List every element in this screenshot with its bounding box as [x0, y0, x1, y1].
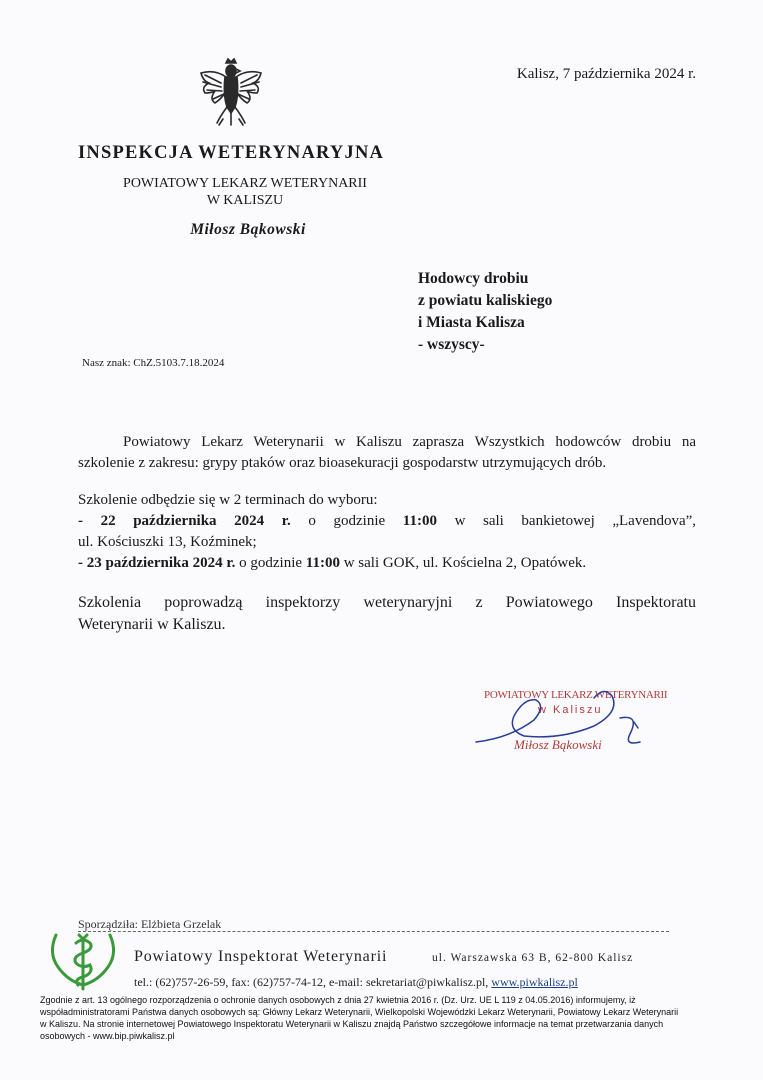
term-place: w sali GOK, ul. Kościelna 2, Opatówek.: [343, 555, 587, 571]
term-pre-time: o godzinie: [239, 555, 303, 571]
institution-name: INSPEKCJA WETERYNARYJNA: [78, 143, 385, 163]
contact-details: tel.: (62)757-26-59, fax: (62)757-74-12, e-mail: sekretariat@piwkalisz.pl,: [134, 975, 489, 989]
footer-divider: [78, 931, 669, 932]
website-link[interactable]: www.piwkalisz.pl: [491, 975, 578, 989]
footer-contact: [134, 975, 578, 990]
office-city: W KALISZU: [206, 193, 284, 208]
trainers-paragraph: [78, 592, 696, 636]
paragraph-line: Weterynarii w Kaliszu.: [78, 616, 226, 633]
term-date: 22 października 2024 r.: [100, 513, 291, 529]
letter-date: Kalisz, 7 października 2024 r.: [516, 66, 696, 82]
official-stamp-signature: [470, 676, 670, 758]
term-date: 23 października 2024 r.: [86, 555, 236, 571]
veterinary-emblem-icon: [46, 931, 120, 993]
stamp-line-2: w Kaliszu: [538, 704, 603, 716]
footer-org-name: Powiatowy Inspektorat Weterynarii: [134, 948, 388, 965]
footer-address: ul. Warszawska 63 B, 62-800 Kalisz: [432, 952, 634, 964]
addressee-line: Hodowcy drobiu: [418, 270, 529, 287]
paragraph-line: Szkolenia poprowadzą inspektorzy weterynaryjni z Powiatowego Inspektoratu: [78, 594, 696, 611]
schedule-block: [78, 490, 696, 574]
term-dash: -: [78, 555, 83, 571]
addressee-line: - wszyscy-: [418, 336, 485, 353]
term-time: 11:00: [305, 555, 340, 571]
stamp-line-1: POWIATOWY LEKARZ WETERYNARII: [484, 689, 668, 701]
term-time: 11:00: [402, 513, 437, 529]
reference-number: Nasz znak: ChZ.5103.7.18.2024: [82, 357, 225, 369]
paragraph-line: Powiatowy Lekarz Weterynarii w Kaliszu zaprasza Wszystkich hodowców drobiu na: [123, 434, 696, 450]
invitation-paragraph: [78, 432, 696, 474]
term-2: [78, 553, 696, 574]
officer-name: Miłosz Bąkowski: [190, 221, 306, 238]
schedule-intro: Szkolenie odbędzie się w 2 terminach do wyboru:: [78, 492, 378, 508]
stamp-name: Miłosz Bąkowski: [514, 737, 602, 752]
term-1-address: ul. Kościuszki 13, Koźminek;: [78, 534, 257, 550]
addressee-line: i Miasta Kalisza: [418, 314, 525, 331]
prepared-by: Sporządziła: Elżbieta Grzelak: [78, 917, 222, 931]
term-place: w sali bankietowej „Lavendova”,: [454, 513, 697, 529]
addressee-line: z powiatu kaliskiego: [418, 292, 553, 309]
term-pre-time: o godzinie: [308, 513, 386, 529]
paragraph-line: szkolenie z zakresu: grypy ptaków oraz bioasekuracji gospodarstw utrzymujących drób.: [78, 455, 607, 471]
term-dash: -: [78, 513, 83, 529]
term-1: [78, 511, 696, 532]
eagle-emblem-icon: [193, 55, 269, 131]
gdpr-notice: Zgodnie z art. 13 ogólnego rozporządzenia o ochronie danych osobowych z dnia 27 kwietnia 2016 r. (Dz. Urz. UE L 119 z 04.05.2016) informujemy, iż współadministratorami Państwa danych osobowych są: Główny Lekarz Weterynarii, Wielkopolski Wojewódzki Lekarz Weterynarii, Powiatowy Lekarz Weterynarii w Kaliszu. Na stronie internetowej Powiatowego Inspektoratu Weterynarii w Kaliszu znajdą Państwo szczegółowe informacje na temat przetwarzania danych osobowych - www.bip.piwkalisz.pl: [40, 995, 679, 1041]
office-title: POWIATOWY LEKARZ WETERYNARII: [123, 176, 367, 191]
